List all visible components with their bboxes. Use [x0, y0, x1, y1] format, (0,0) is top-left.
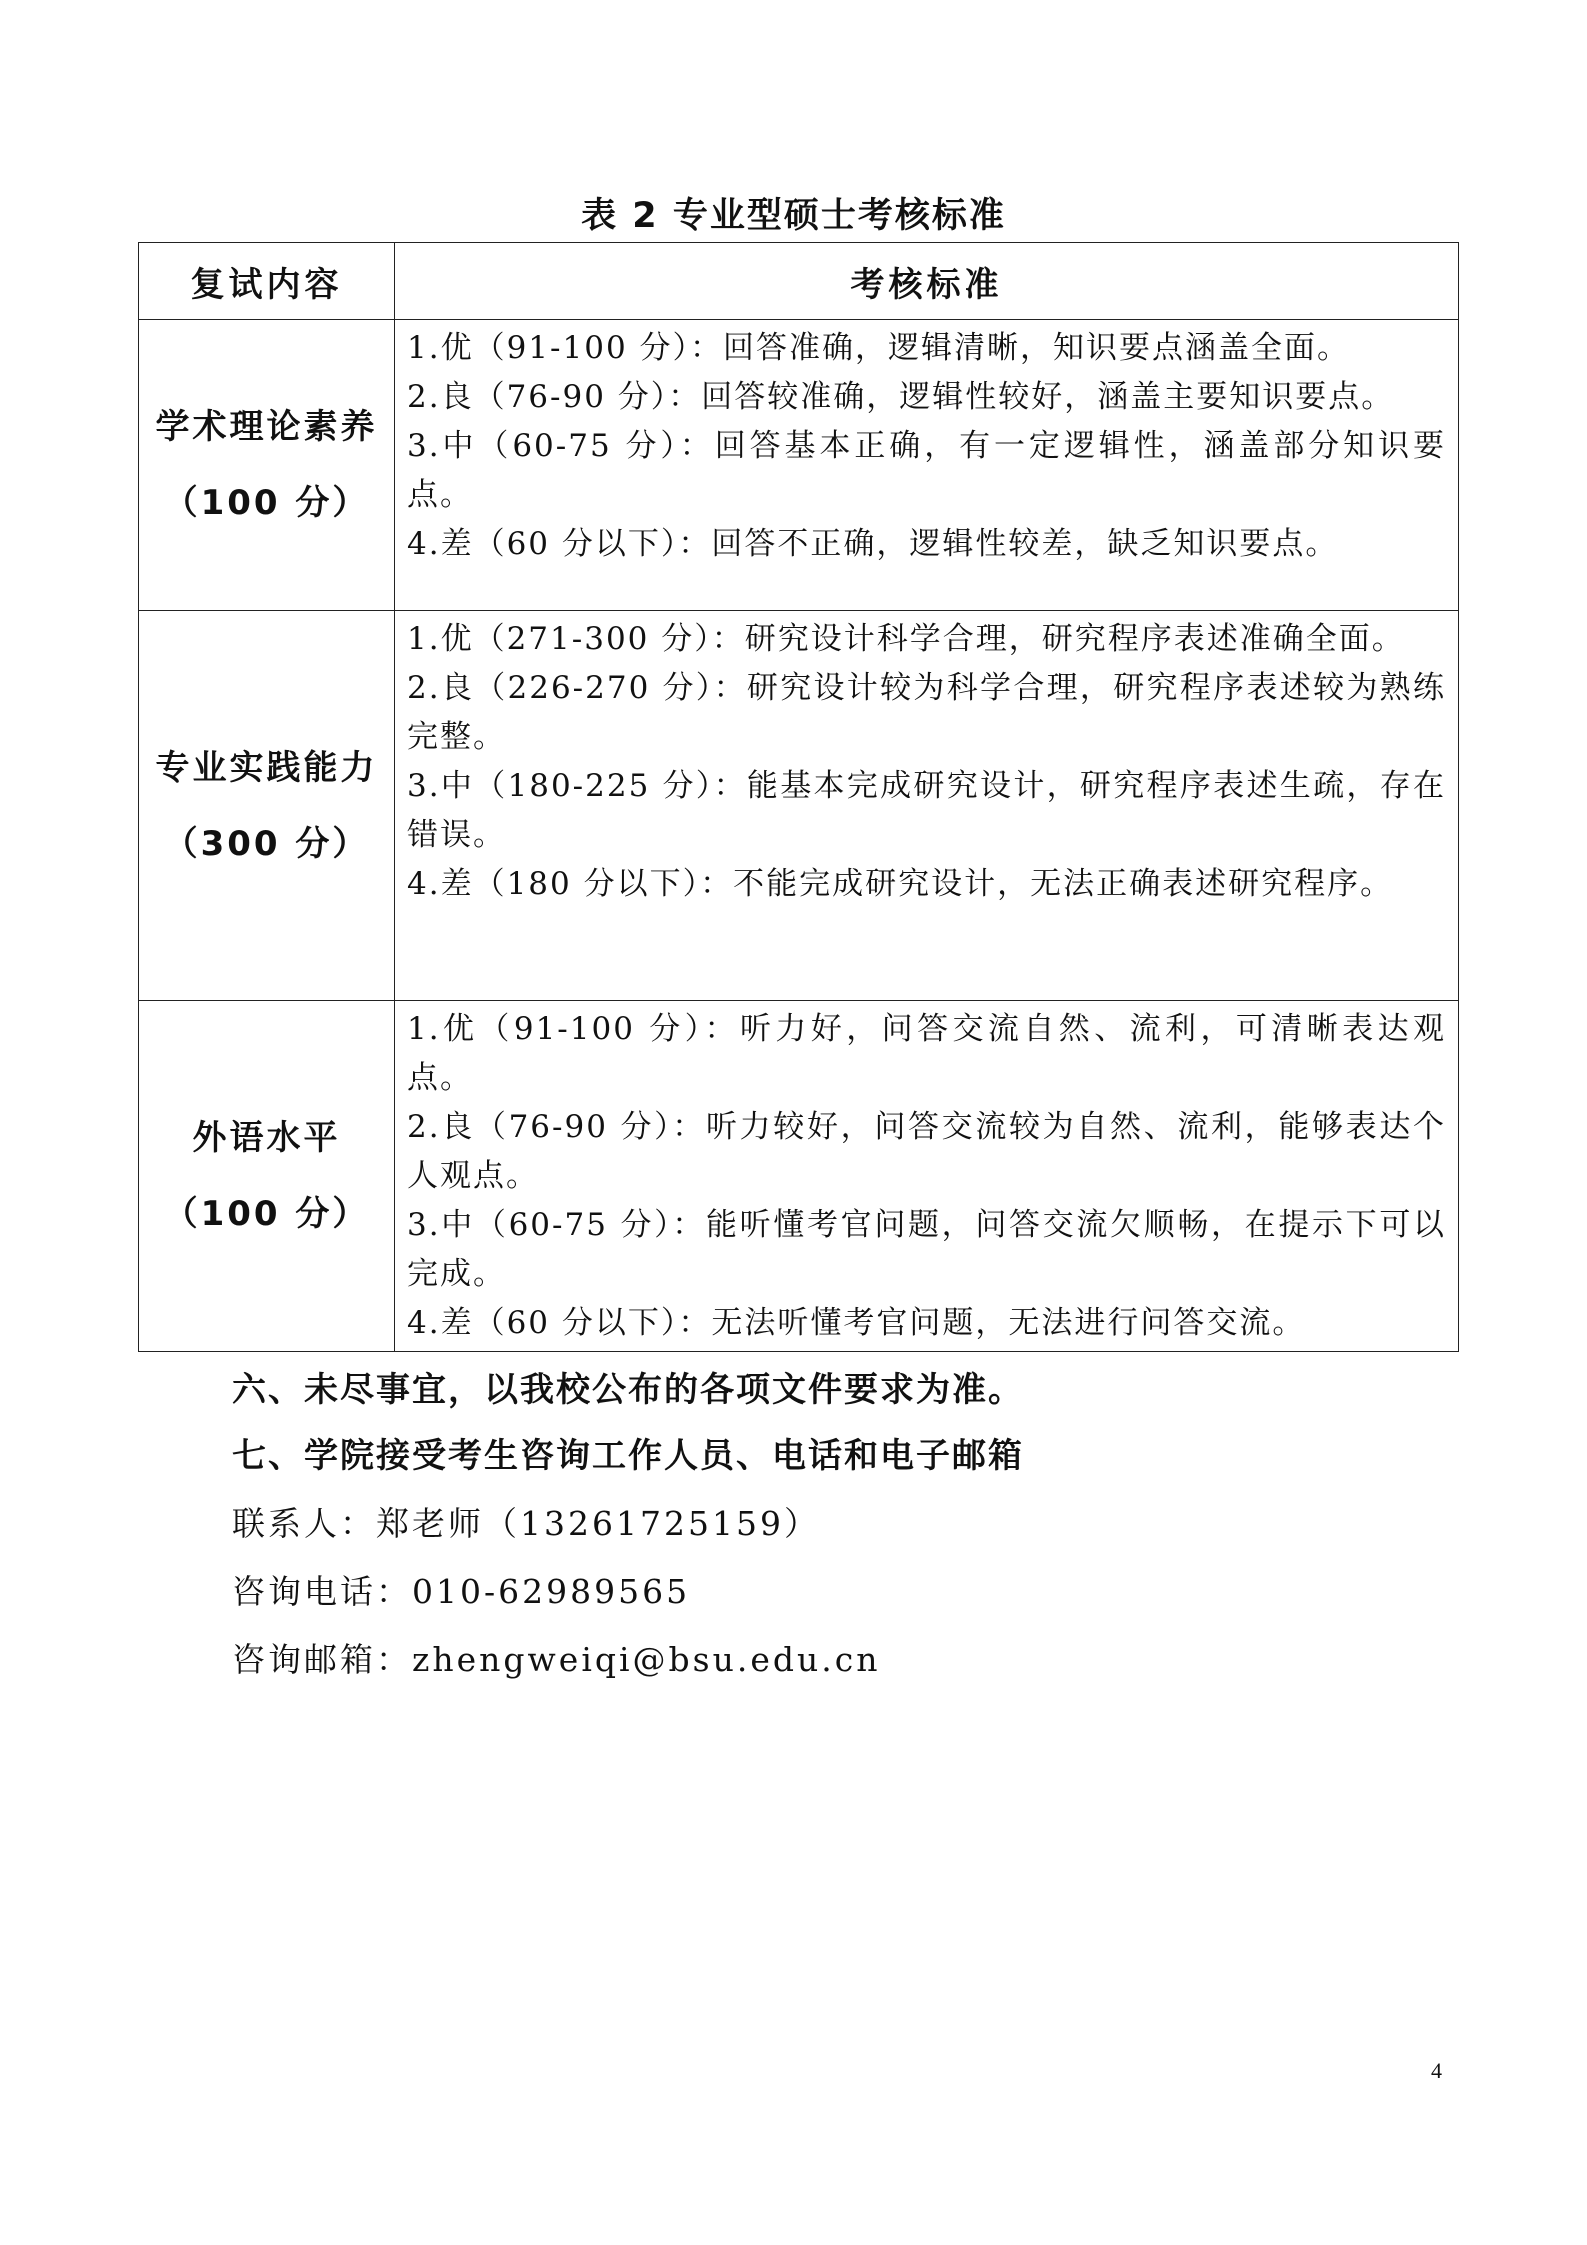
item-name: 外语水平 — [192, 1118, 341, 1158]
criteria-line: 3.中（60-75 分）：回答基本正确，有一定逻辑性，涵盖部分知识要点。 — [407, 428, 1446, 513]
table-header-row — [139, 243, 1459, 320]
criteria-cell — [395, 611, 1459, 1001]
item-score: （100 分） — [163, 1194, 370, 1234]
contact-email: 咨询邮箱：zhengweiqi@bsu.edu.cn — [232, 1640, 881, 1679]
criteria-line: 1.优（91-100 分）：回答准确，逻辑清晰，知识要点涵盖全面。 — [407, 330, 1351, 366]
criteria-line: 4.差（60 分以下）：无法听懂考官问题，无法进行问答交流。 — [407, 1305, 1306, 1341]
criteria-cell — [395, 1001, 1459, 1352]
item-score: （300 分） — [163, 823, 370, 864]
criteria-cell — [395, 320, 1459, 611]
table-row — [139, 611, 1459, 1001]
item-name: 学术理论素养 — [155, 407, 378, 447]
criteria-line: 1.优（91-100 分）：听力好，问答交流自然、流利，可清晰表达观点。 — [407, 1011, 1446, 1096]
item-name: 专业实践能力 — [155, 747, 378, 788]
assessment-criteria-table — [138, 242, 1459, 1352]
header-criteria: 考核标准 — [395, 243, 1459, 320]
item-cell — [139, 320, 395, 611]
table-row — [139, 1001, 1459, 1352]
criteria-line: 2.良（226-270 分）：研究设计较为科学合理，研究程序表述较为熟练完整。 — [407, 670, 1446, 755]
item-cell — [139, 611, 395, 1001]
criteria-line: 4.差（180 分以下）：不能完成研究设计，无法正确表述研究程序。 — [407, 866, 1394, 902]
criteria-line: 1.优（271-300 分）：研究设计科学合理，研究程序表述准确全面。 — [407, 621, 1405, 657]
table-title: 表 2 专业型硕士考核标准 — [581, 196, 1006, 236]
contact-phone: 咨询电话：010-62989565 — [232, 1572, 691, 1611]
header-item: 复试内容 — [139, 243, 395, 320]
section-six-heading: 六、未尽事宜，以我校公布的各项文件要求为准。 — [232, 1370, 1024, 1410]
criteria-line: 3.中（180-225 分）：能基本完成研究设计，研究程序表述生疏，存在错误。 — [407, 768, 1446, 853]
criteria-line: 3.中（60-75 分）：能听懂考官问题，问答交流欠顺畅，在提示下可以完成。 — [407, 1207, 1446, 1292]
contact-person: 联系人：郑老师（13261725159） — [232, 1504, 820, 1543]
criteria-line: 4.差（60 分以下）：回答不正确，逻辑性较差，缺乏知识要点。 — [407, 526, 1339, 562]
item-score: （100 分） — [163, 483, 370, 523]
page-number: 4 — [1431, 2058, 1442, 2083]
table-row — [139, 320, 1459, 611]
item-cell — [139, 1001, 395, 1352]
criteria-line: 2.良（76-90 分）：回答较准确，逻辑性较好，涵盖主要知识要点。 — [407, 379, 1395, 415]
section-seven-heading: 七、学院接受考生咨询工作人员、电话和电子邮箱 — [232, 1436, 1024, 1476]
criteria-line: 2.良（76-90 分）：听力较好，问答交流较为自然、流利，能够表达个人观点。 — [407, 1109, 1446, 1194]
